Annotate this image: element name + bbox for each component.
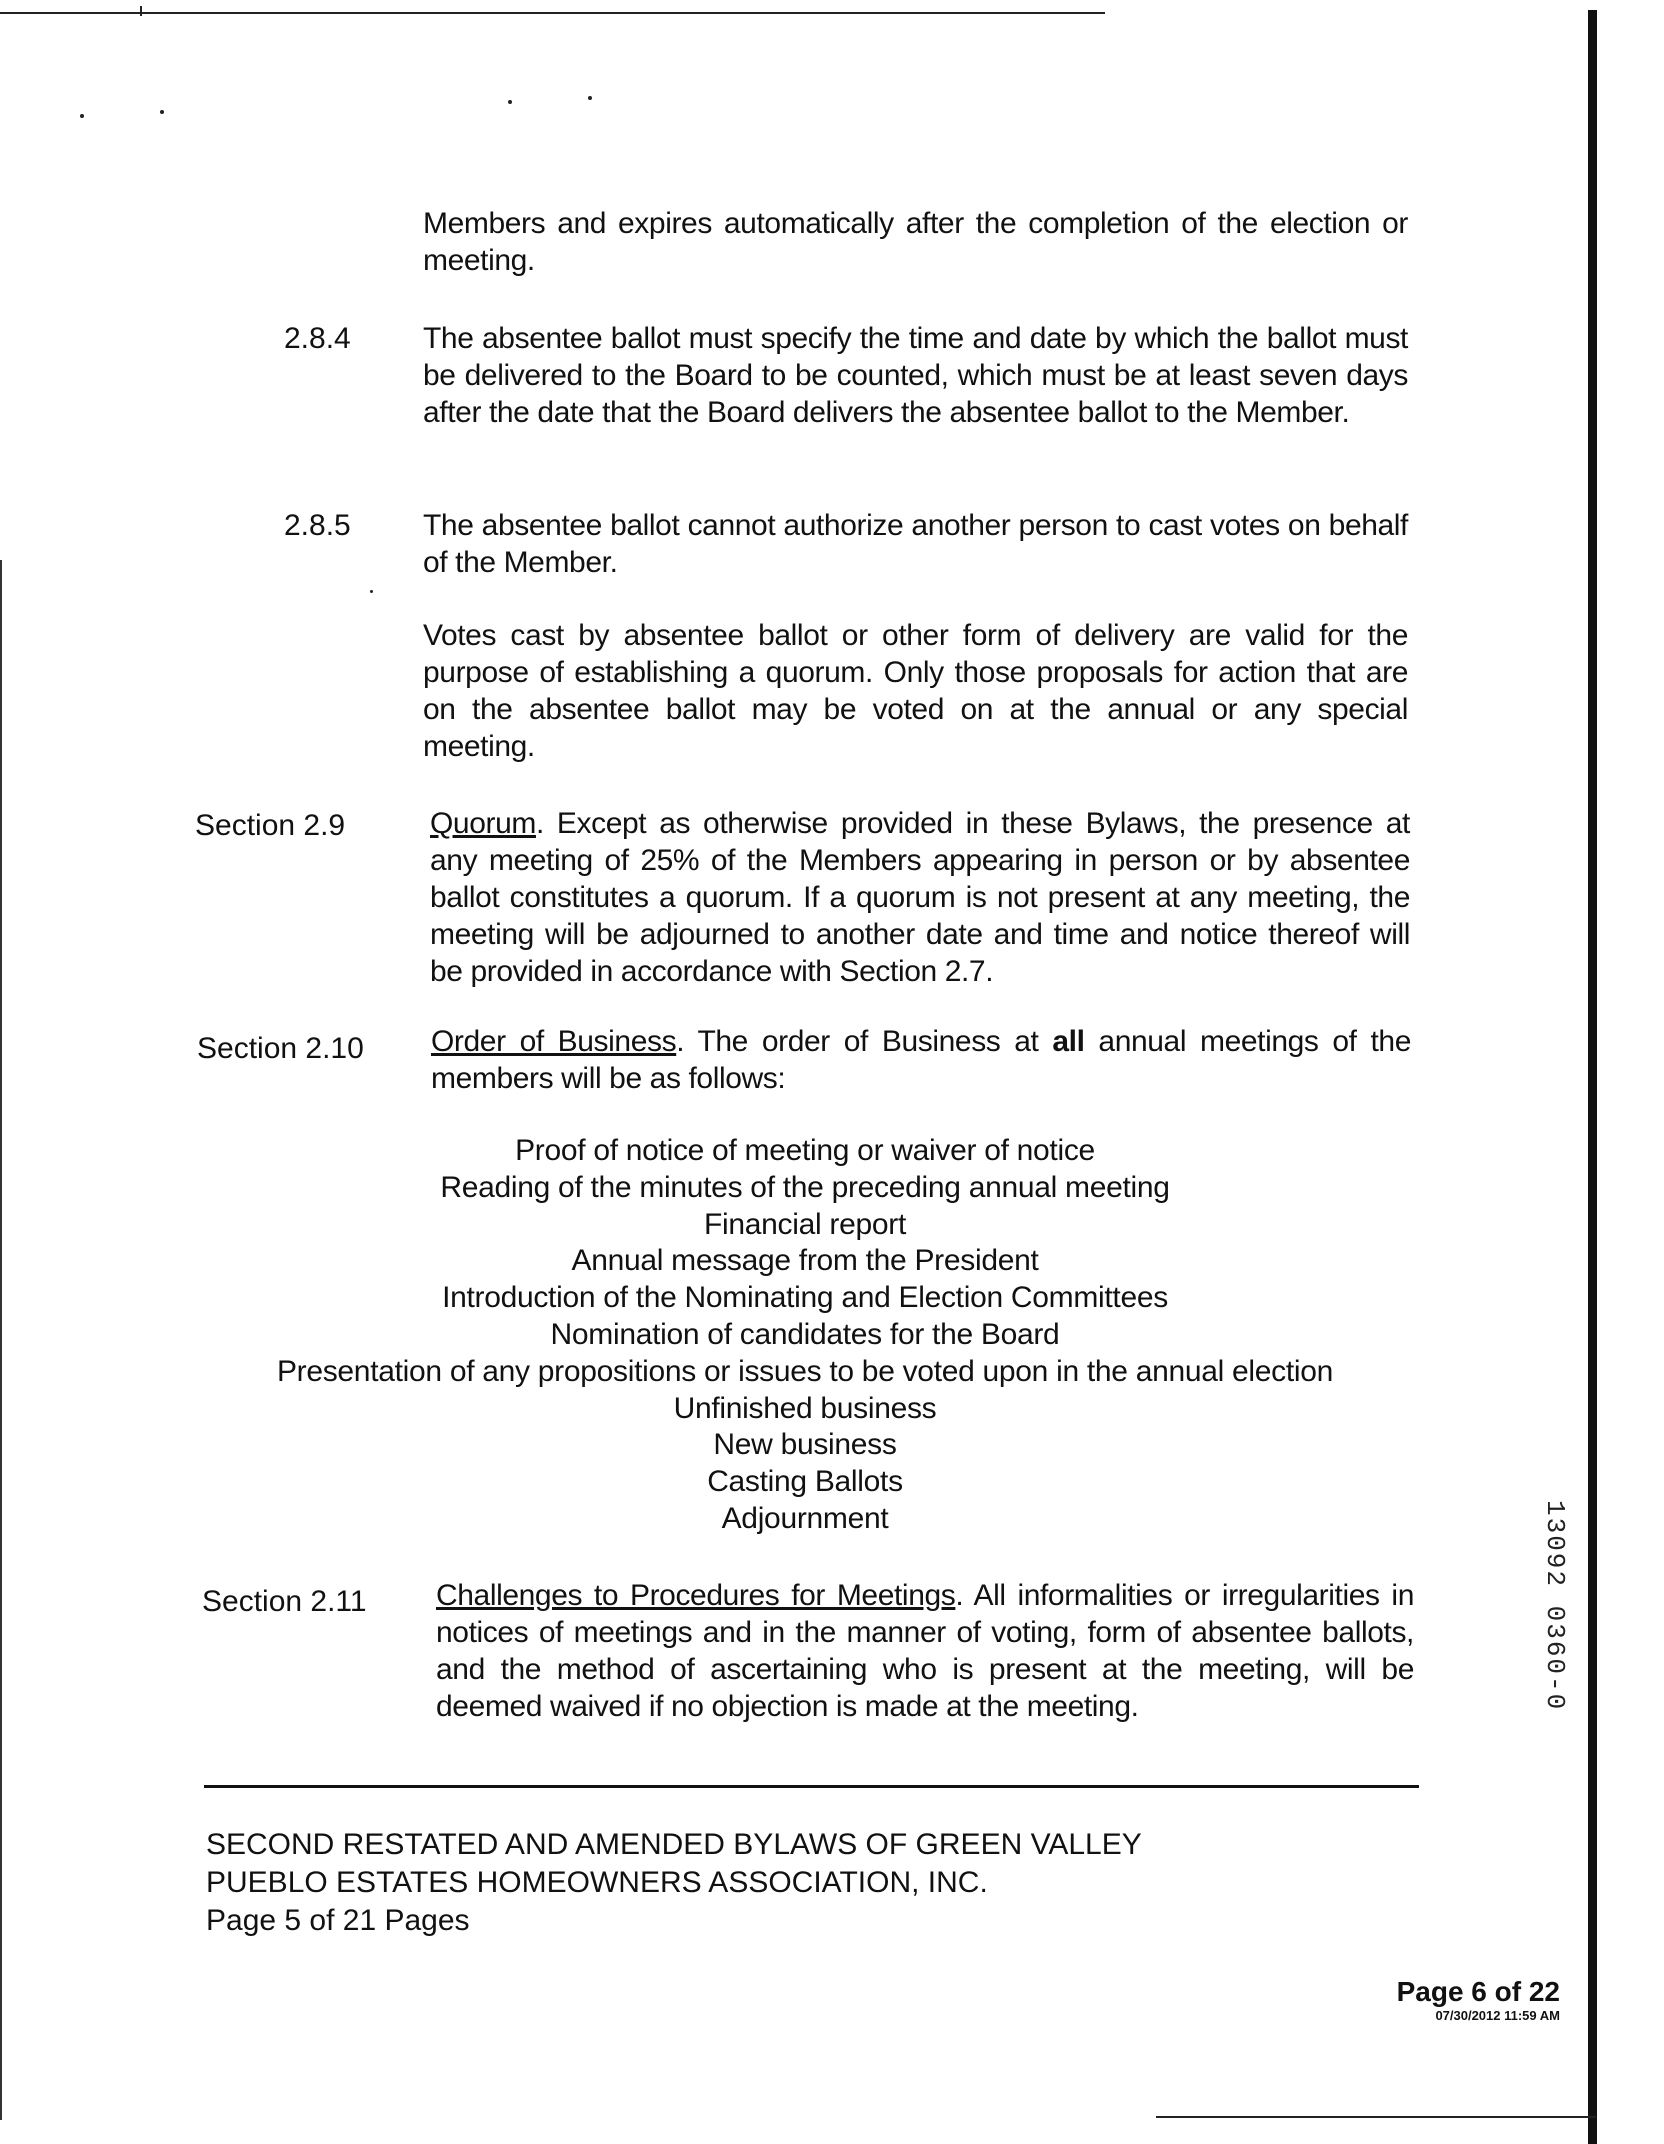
footer [206,1826,1142,1940]
list-item: Reading of the minutes of the preceding annual meeting [440,1170,1170,1204]
section-body: annual meetings of the members will be as follows: [431,1025,1411,1095]
section-heading: Order of Business [431,1025,677,1058]
item-text: The absentee ballot must specify the time and date by which the ballot must be delivered to the Board to be counted, which must be at least seven days after the date that the Board delivers the absentee ballot to the Member. [423,322,1408,429]
scan-right-edge-bar [1588,10,1597,2144]
list-item: Annual message from the President [571,1244,1039,1278]
section-text [436,1577,1414,1725]
votes-paragraph: Votes cast by absentee ballot or other form of delivery are valid for the purpose of establishing a quorum. Only those proposals for action that are on the absentee ballot may be voted on at the annual or any special meeting. [423,619,1408,763]
item-number: 2.8.4 [284,322,351,355]
page-stamp [1380,1976,1560,2024]
section-text [431,1023,1411,1097]
page-stamp-page: Page 6 of 22 [1396,1976,1560,2007]
continuation-paragraph: Members and expires automatically after the completion of the election or meeting. [423,207,1408,277]
list-item: New business [713,1428,897,1462]
list-item: Financial report [704,1207,906,1241]
scan-speck [508,100,512,104]
scan-left-edge-line [0,560,2,2120]
scan-top-rule [0,12,1105,14]
list-item: Casting Ballots [707,1465,903,1499]
scan-speck [160,110,164,114]
item-number: 2.8.5 [284,509,351,542]
scan-speck [370,590,373,593]
list-item: Adjournment [721,1501,889,1535]
list-item: Unfinished business [673,1391,937,1425]
scan-top-tick [140,6,142,16]
footer-line: PUEBLO ESTATES HOMEOWNERS ASSOCIATION, INC. [206,1866,988,1899]
list-item: Nomination of candidates for the Board [550,1317,1060,1351]
section-heading: Quorum [430,807,536,840]
footer-page-number: Page 5 of 21 Pages [206,1904,470,1937]
list-item: Presentation of any propositions or issues to be voted upon in the annual election [276,1354,1334,1388]
footer-divider [204,1785,1419,1788]
section-body-bold: all [1052,1025,1085,1058]
side-stamp: 13092 0360-0 [1540,1500,1570,1712]
section-label: Section 2.10 [197,1032,364,1065]
scan-speck [588,96,592,100]
list-item: Proof of notice of meeting or waiver of notice [515,1134,1095,1167]
scan-bottom-rule [1156,2116,1596,2118]
section-body: . All informalities or irregularities in notices of meetings and in the manner of voting, form of absentee ballots, and the method of ascertaining who is present at the meeting, will be deemed waived if no objection is made at the meeting. [436,1579,1414,1723]
list-item: Introduction of the Nominating and Election Committees [442,1281,1168,1315]
page-stamp-timestamp: 07/30/2012 11:59 AM [1435,2008,1560,2023]
section-body: . Except as otherwise provided in these Bylaws, the presence at any meeting of 25% of the Members appearing in person or by absentee ballot constitutes a quorum. If a quorum is not present at any meeting, the meeting will be adjourned to another date and time and notice thereof will be provided in accordance with Section 2.7. [430,807,1410,988]
section-label: Section 2.11 [202,1585,367,1618]
section-label: Section 2.9 [195,809,346,842]
order-of-business-list [180,1133,1430,1538]
footer-line: SECOND RESTATED AND AMENDED BYLAWS OF GREEN VALLEY [206,1828,1142,1861]
item-text: The absentee ballot cannot authorize another person to cast votes on behalf of the Member. [423,509,1408,579]
section-heading: Challenges to Procedures for Meetings [436,1579,956,1612]
section-body: . The order of Business at [676,1025,1053,1058]
section-text [430,805,1410,990]
scan-speck [80,114,84,118]
